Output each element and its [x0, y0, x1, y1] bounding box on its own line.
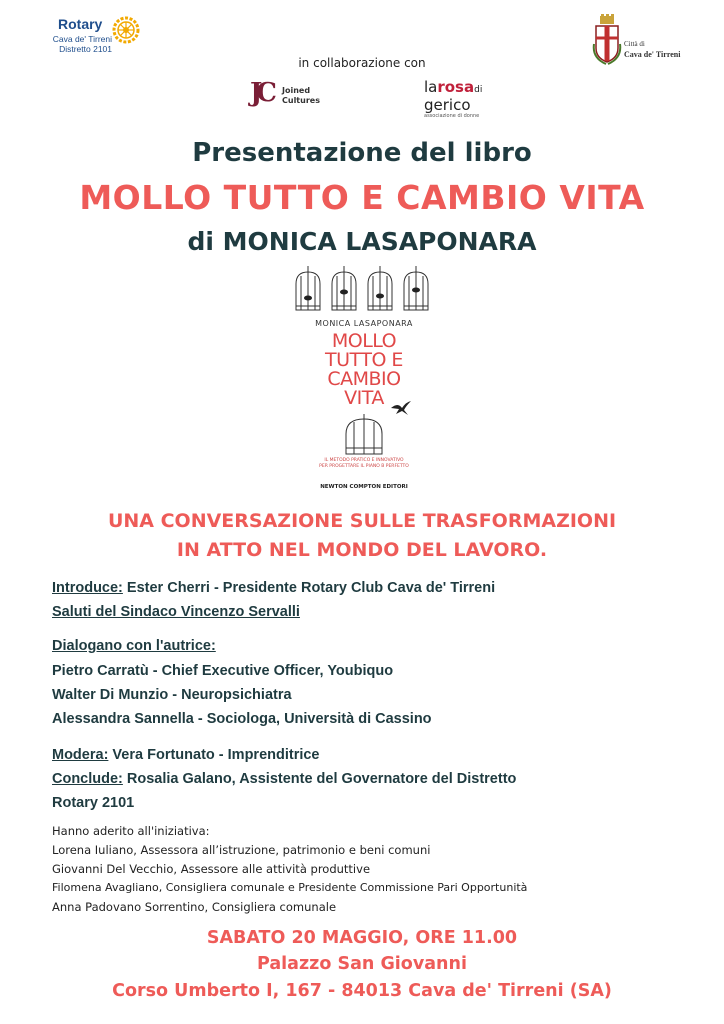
modera-text: Vera Fortunato - Imprenditrice	[108, 747, 320, 763]
conclude-line2: Rotary 2101	[52, 795, 135, 811]
subtitle-line1: UNA CONVERSAZIONE SULLE TRASFORMAZIONI	[107, 510, 617, 532]
rotary-district: Distretto 2101	[59, 44, 112, 54]
book-author: di MONICA LASAPONARA	[187, 227, 537, 256]
dialogano-label: Dialogano con l'autrice:	[52, 638, 216, 654]
rosa-di-gerico-logo	[424, 80, 524, 118]
rotary-name: Rotary	[58, 16, 103, 32]
cover-sub-line2: PER PROGETTARE IL PIANO B PERFETTO	[319, 464, 409, 469]
speaker-2: Walter Di Munzio - Neuropsichiatra	[52, 687, 292, 703]
conclude-line	[52, 771, 516, 787]
event-venue: Palazzo San Giovanni	[257, 954, 467, 974]
introduce-text: Ester Cherri - Presidente Rotary Club Cava de' Tirreni	[122, 580, 496, 596]
cover-title-line4: VITA	[344, 387, 384, 409]
adhesion-item-1: Lorena Iuliano, Assessora all’istruzione, patrimonio e beni comuni	[52, 843, 431, 857]
modera-line	[52, 747, 320, 763]
title-intro: Presentazione del libro	[192, 138, 532, 168]
speaker-3: Alessandra Sannella - Sociologa, Università di Cassino	[52, 711, 432, 727]
city-label: Città di	[624, 40, 645, 48]
rosa-tagline: associazione di donne	[424, 113, 480, 119]
subtitle-line2: IN ATTO NEL MONDO DEL LAVORO.	[176, 539, 548, 561]
speaker-1: Pietro Carratù - Chief Executive Officer, Youbiquo	[52, 663, 394, 679]
event-address: Corso Umberto I, 167 - 84013 Cava de' Tirreni (SA)	[112, 981, 612, 1001]
rosa-la: la	[424, 78, 438, 96]
book-title: MOLLO TUTTO E CAMBIO VITA	[79, 178, 645, 217]
modera-label: Modera:	[52, 747, 109, 763]
rosa-gerico: gerico	[424, 96, 471, 114]
rosa-rosa: rosa	[437, 78, 475, 96]
saluti-text: Saluti del Sindaco Vincenzo Servalli	[52, 604, 300, 620]
cover-title-line3: CAMBIO	[327, 368, 401, 390]
cover-title	[284, 332, 444, 408]
adhesion-item-2: Giovanni Del Vecchio, Assessore alle attività produttive	[52, 862, 371, 876]
jc-line1: Joined	[282, 86, 311, 95]
birdcage-icon	[290, 266, 438, 314]
rosa-di: di	[474, 85, 483, 95]
adhesion-item-4: Anna Padovano Sorrentino, Consigliera comunale	[52, 900, 337, 914]
introduce-label: Introduce:	[52, 580, 123, 596]
book-cover	[284, 262, 444, 502]
jc-line2: Cultures	[282, 96, 320, 105]
dialogano-line	[52, 638, 216, 654]
adhesions-heading: Hanno aderito all'iniziativa:	[52, 824, 210, 838]
introduce-line	[52, 580, 495, 596]
swallow-icon	[390, 400, 412, 416]
rotary-club: Cava de' Tirreni	[52, 34, 112, 44]
joined-cultures-logo	[248, 80, 338, 116]
cover-author: MONICA LASAPONARA	[315, 319, 413, 328]
collaboration-label: in collaborazione con	[298, 56, 426, 70]
rotary-wheel-icon	[112, 16, 140, 44]
open-birdcage-icon	[342, 414, 386, 456]
adhesion-item-3: Filomena Avagliano, Consigliera comunale e Presidente Commissione Pari Opportunità	[52, 881, 528, 894]
cover-title-line1: MOLLO	[331, 330, 397, 352]
conclude-label: Conclude:	[52, 771, 123, 787]
city-name: Cava de' Tirreni	[624, 50, 681, 59]
cover-subtitle	[284, 458, 444, 470]
cover-publisher: NEWTON COMPTON EDITORI	[320, 484, 408, 490]
saluti-line	[52, 604, 300, 620]
jc-mark: JC	[250, 78, 271, 108]
cover-title-line2: TUTTO E	[325, 349, 403, 371]
cover-sub-line1: IL METODO PRATICO E INNOVATIVO	[324, 458, 404, 463]
event-date: SABATO 20 MAGGIO, ORE 11.00	[206, 928, 518, 948]
conclude-text: Rosalia Galano, Assistente del Governatore del Distretto	[122, 771, 517, 787]
